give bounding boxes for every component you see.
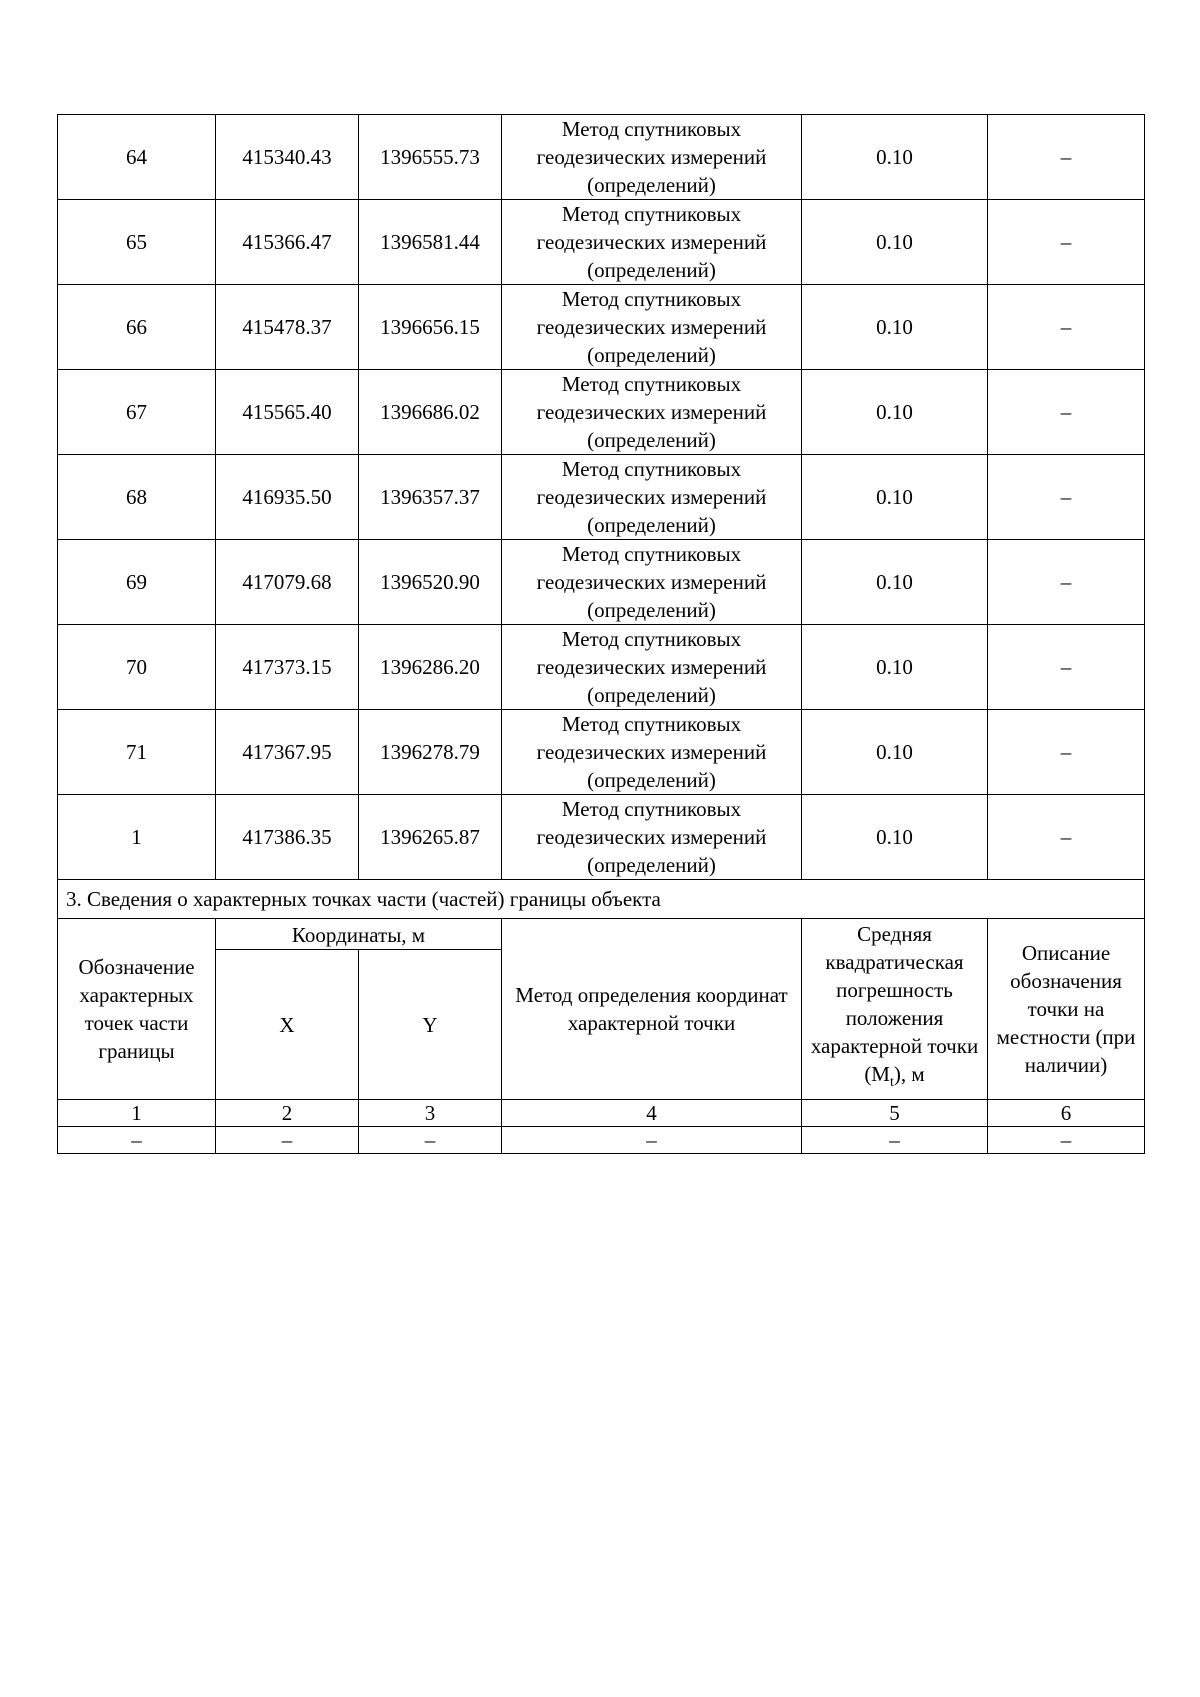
point-cell: 1 xyxy=(58,795,216,880)
column-number: 6 xyxy=(988,1100,1145,1127)
description-cell: – xyxy=(988,625,1145,710)
error-cell: 0.10 xyxy=(802,455,988,540)
header-error-text: Средняя квадратическая погрешность положения характерной точки (M xyxy=(810,922,979,1087)
x-coordinate-cell: 415565.40 xyxy=(216,370,359,455)
x-coordinate-cell: 417079.68 xyxy=(216,540,359,625)
description-cell: – xyxy=(988,795,1145,880)
method-cell: Метод спутниковых геодезических измерений (определений) xyxy=(502,370,802,455)
point-cell: 71 xyxy=(58,710,216,795)
section-3-title: 3. Сведения о характерных точках части (частей) границы объекта xyxy=(58,880,1145,919)
x-coordinate-cell: 415366.47 xyxy=(216,200,359,285)
point-cell: 64 xyxy=(58,115,216,200)
header-error xyxy=(802,919,988,1100)
description-cell: – xyxy=(988,455,1145,540)
table-row xyxy=(58,200,1145,285)
header-designation: Обозначение характерных точек части границы xyxy=(58,919,216,1100)
error-cell: 0.10 xyxy=(802,540,988,625)
method-cell: Метод спутниковых геодезических измерений (определений) xyxy=(502,625,802,710)
header-y: Y xyxy=(359,950,502,1100)
table-row xyxy=(58,115,1145,200)
empty-cell: – xyxy=(988,1127,1145,1154)
y-coordinate-cell: 1396265.87 xyxy=(359,795,502,880)
description-cell: – xyxy=(988,115,1145,200)
error-cell: 0.10 xyxy=(802,200,988,285)
y-coordinate-cell: 1396278.79 xyxy=(359,710,502,795)
x-coordinate-cell: 415340.43 xyxy=(216,115,359,200)
error-cell: 0.10 xyxy=(802,625,988,710)
description-cell: – xyxy=(988,200,1145,285)
section-3-title-row xyxy=(58,880,1145,919)
column-number: 1 xyxy=(58,1100,216,1127)
column-number: 3 xyxy=(359,1100,502,1127)
empty-cell: – xyxy=(58,1127,216,1154)
column-number: 2 xyxy=(216,1100,359,1127)
method-cell: Метод спутниковых геодезических измерений (определений) xyxy=(502,455,802,540)
point-cell: 67 xyxy=(58,370,216,455)
header-x: X xyxy=(216,950,359,1100)
column-number: 4 xyxy=(502,1100,802,1127)
description-cell: – xyxy=(988,540,1145,625)
description-cell: – xyxy=(988,370,1145,455)
header-method: Метод определения координат характерной точки xyxy=(502,919,802,1100)
y-coordinate-cell: 1396286.20 xyxy=(359,625,502,710)
empty-cell: – xyxy=(359,1127,502,1154)
table-row xyxy=(58,625,1145,710)
section-3 xyxy=(58,880,1145,1154)
table-row xyxy=(58,710,1145,795)
empty-cell: – xyxy=(502,1127,802,1154)
x-coordinate-cell: 417367.95 xyxy=(216,710,359,795)
point-cell: 68 xyxy=(58,455,216,540)
error-cell: 0.10 xyxy=(802,285,988,370)
x-coordinate-cell: 417386.35 xyxy=(216,795,359,880)
y-coordinate-cell: 1396686.02 xyxy=(359,370,502,455)
x-coordinate-cell: 416935.50 xyxy=(216,455,359,540)
table-row xyxy=(58,455,1145,540)
y-coordinate-cell: 1396357.37 xyxy=(359,455,502,540)
header-coordinates: Координаты, м xyxy=(216,919,502,950)
y-coordinate-cell: 1396555.73 xyxy=(359,115,502,200)
description-cell: – xyxy=(988,710,1145,795)
header-error-subscript: t xyxy=(889,1075,894,1091)
point-cell: 69 xyxy=(58,540,216,625)
point-cell: 65 xyxy=(58,200,216,285)
y-coordinate-cell: 1396520.90 xyxy=(359,540,502,625)
point-cell: 70 xyxy=(58,625,216,710)
method-cell: Метод спутниковых геодезических измерений (определений) xyxy=(502,710,802,795)
x-coordinate-cell: 415478.37 xyxy=(216,285,359,370)
method-cell: Метод спутниковых геодезических измерений (определений) xyxy=(502,115,802,200)
method-cell: Метод спутниковых геодезических измерений (определений) xyxy=(502,540,802,625)
y-coordinate-cell: 1396581.44 xyxy=(359,200,502,285)
empty-cell: – xyxy=(802,1127,988,1154)
table-row xyxy=(58,540,1145,625)
empty-cell: – xyxy=(216,1127,359,1154)
table-row xyxy=(58,370,1145,455)
data-rows xyxy=(58,115,1145,880)
method-cell: Метод спутниковых геодезических измерений (определений) xyxy=(502,795,802,880)
table-row xyxy=(58,795,1145,880)
x-coordinate-cell: 417373.15 xyxy=(216,625,359,710)
column-number: 5 xyxy=(802,1100,988,1127)
column-numbers-row xyxy=(58,1100,1145,1127)
y-coordinate-cell: 1396656.15 xyxy=(359,285,502,370)
table-row xyxy=(58,285,1145,370)
empty-row xyxy=(58,1127,1145,1154)
error-cell: 0.10 xyxy=(802,710,988,795)
method-cell: Метод спутниковых геодезических измерений (определений) xyxy=(502,285,802,370)
error-cell: 0.10 xyxy=(802,795,988,880)
method-cell: Метод спутниковых геодезических измерений (определений) xyxy=(502,200,802,285)
error-cell: 0.10 xyxy=(802,115,988,200)
coordinates-table xyxy=(57,114,1145,1154)
header-row-1 xyxy=(58,919,1145,950)
header-error-unit: ), м xyxy=(893,1062,925,1087)
header-description: Описание обозначения точки на местности (при наличии) xyxy=(988,919,1145,1100)
point-cell: 66 xyxy=(58,285,216,370)
description-cell: – xyxy=(988,285,1145,370)
error-cell: 0.10 xyxy=(802,370,988,455)
